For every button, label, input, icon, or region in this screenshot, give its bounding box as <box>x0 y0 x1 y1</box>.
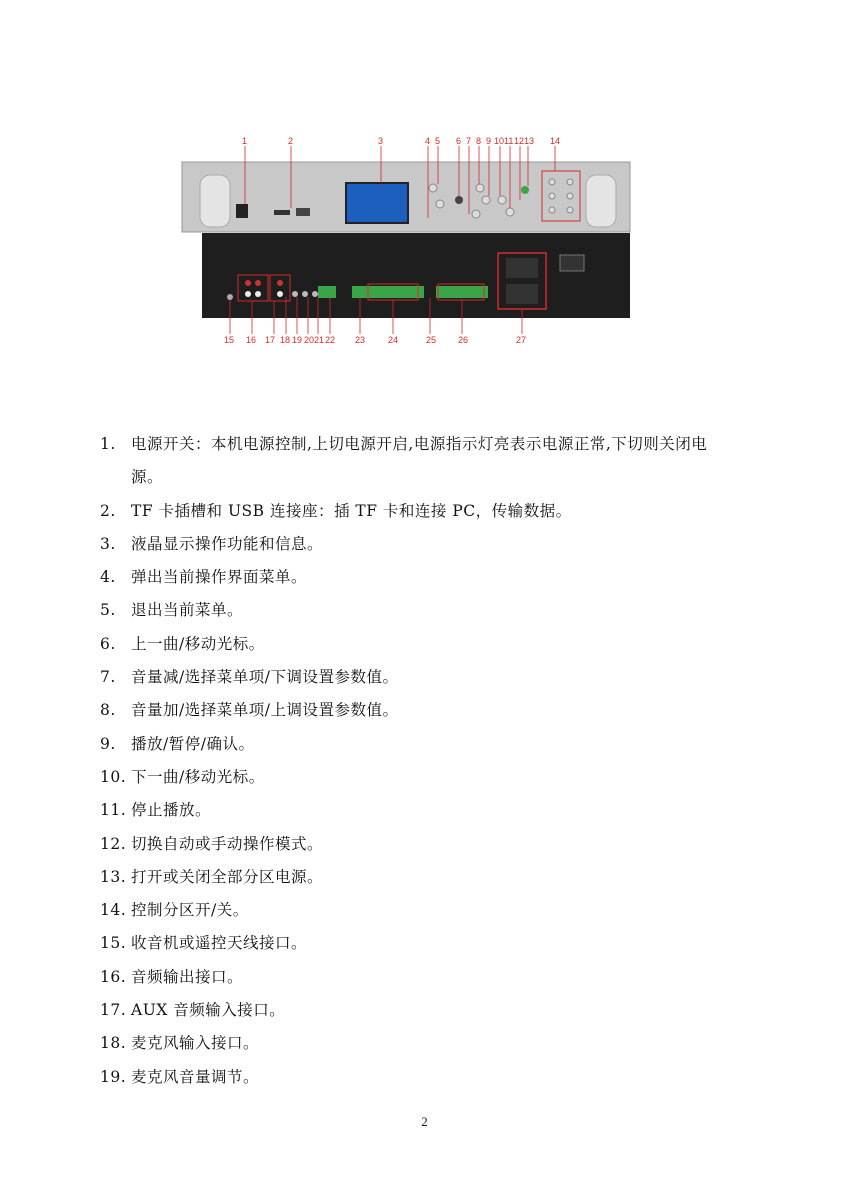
function-description-list <box>100 428 780 1094</box>
list-item <box>100 861 780 894</box>
callout-24: 24 <box>388 335 399 345</box>
lcd-screen <box>346 183 408 223</box>
list-item <box>100 428 780 461</box>
list-item-text: 弹出当前操作界面菜单。 <box>131 568 308 587</box>
callout-8: 8 <box>476 136 482 146</box>
callout-13: 13 <box>524 136 535 146</box>
callout-16: 16 <box>246 335 257 345</box>
list-item <box>100 461 780 494</box>
list-item-text: 上一曲/移动光标。 <box>131 634 265 653</box>
list-item-text: 下一曲/移动光标。 <box>131 767 265 786</box>
list-item-text: 收音机或遥控天线接口。 <box>131 934 308 953</box>
power-inlet <box>560 255 584 271</box>
list-item-number: 7. <box>100 668 116 687</box>
callout-18: 18 <box>280 335 291 345</box>
list-item-number: 10. <box>100 767 127 786</box>
list-item-text: 退出当前菜单。 <box>131 601 244 620</box>
list-item <box>100 761 780 794</box>
list-item <box>100 594 780 627</box>
list-item <box>100 561 780 594</box>
callout-23: 23 <box>355 335 366 345</box>
list-item-number: 11. <box>100 801 127 820</box>
button-4 <box>429 184 437 192</box>
callout-3: 3 <box>378 136 384 146</box>
callout-7: 7 <box>466 136 472 146</box>
callout-10: 10 <box>494 136 505 146</box>
list-item-number: 19. <box>100 1067 127 1086</box>
list-item-text: 音量减/选择菜单项/下调设置参数值。 <box>131 668 399 687</box>
callout-4: 4 <box>425 136 431 146</box>
list-item-number: 5. <box>100 601 116 620</box>
list-item-number: 14. <box>100 901 127 920</box>
callout-15: 15 <box>224 335 235 345</box>
list-item-text: 液晶显示操作功能和信息。 <box>131 534 324 553</box>
callout-17: 17 <box>265 335 276 345</box>
terminal-block-26 <box>436 286 488 298</box>
callout-26: 26 <box>458 335 469 345</box>
list-item <box>100 961 780 994</box>
list-item-number: 3. <box>100 534 116 553</box>
callout-25: 25 <box>426 335 437 345</box>
rack-handle-right <box>586 175 616 227</box>
button-13 <box>521 186 529 194</box>
callout-5: 5 <box>435 136 441 146</box>
list-item-number: 15. <box>100 934 127 953</box>
list-item-number: 4. <box>100 568 116 587</box>
list-item <box>100 927 780 960</box>
list-item-text: 音频输出接口。 <box>131 967 244 986</box>
callout-14: 14 <box>550 136 561 146</box>
callout-12: 12 <box>514 136 525 146</box>
list-item-text: 控制分区开/关。 <box>131 901 249 920</box>
callout-22: 22 <box>325 335 336 345</box>
list-item-text: TF 卡插槽和 USB 连接座：插 TF 卡和连接 PC，传输数据。 <box>131 501 572 520</box>
tf-slot <box>274 210 290 215</box>
list-item <box>100 994 780 1027</box>
list-item-number: 18. <box>100 1034 127 1053</box>
list-item-text: 麦克风音量调节。 <box>131 1067 260 1086</box>
list-item-number: 6. <box>100 634 116 653</box>
button-9 <box>482 196 490 204</box>
callout-19: 19 <box>292 335 303 345</box>
callout-2: 2 <box>288 136 294 146</box>
list-item-text: 播放/暂停/确认。 <box>131 734 255 753</box>
power-switch <box>236 204 248 218</box>
button-7 <box>472 210 480 218</box>
list-item-text: 麦克风输入接口。 <box>131 1034 260 1053</box>
button-11 <box>506 208 514 216</box>
callout-20: 20 <box>304 335 315 345</box>
list-item <box>100 528 780 561</box>
list-item-number: 1. <box>100 435 116 453</box>
list-item-number <box>100 461 131 494</box>
list-item-text: AUX 音频输入接口。 <box>131 1001 286 1020</box>
list-item <box>100 661 780 694</box>
list-item <box>100 694 780 727</box>
list-item <box>100 628 780 661</box>
button-10 <box>498 196 506 204</box>
list-item-number: 9. <box>100 734 116 753</box>
list-item-number: 2. <box>100 501 116 520</box>
list-item <box>100 794 780 827</box>
page-number: 2 <box>421 1114 428 1129</box>
list-item-number: 8. <box>100 701 116 720</box>
list-item-text: 切换自动或手动操作模式。 <box>131 834 324 853</box>
list-item-text: 停止播放。 <box>131 801 212 820</box>
callout-11: 11 <box>504 136 514 146</box>
terminal-block-small <box>318 286 336 298</box>
button-6 <box>455 196 463 204</box>
list-item-number: 12. <box>100 834 127 853</box>
callout-6: 6 <box>456 136 462 146</box>
list-item <box>100 1027 780 1060</box>
callout-21: 21 <box>314 335 325 345</box>
list-item-text: 打开或关闭全部分区电源。 <box>131 867 324 886</box>
list-item <box>100 728 780 761</box>
list-item-number: 16. <box>100 967 127 986</box>
list-item <box>100 1061 780 1094</box>
list-item-text: 源。 <box>131 468 164 487</box>
list-item-number: 17. <box>100 1001 127 1020</box>
device-panel-figure <box>150 130 700 350</box>
list-item-number: 13. <box>100 867 127 886</box>
terminal-block-23-24 <box>352 286 424 298</box>
list-item <box>100 495 780 528</box>
rack-handle-left <box>200 175 230 227</box>
list-item-text: 音量加/选择菜单项/上调设置参数值。 <box>131 701 399 720</box>
callout-9: 9 <box>486 136 492 146</box>
callout-27: 27 <box>516 335 527 345</box>
callout-1: 1 <box>242 136 248 146</box>
usb-port <box>296 208 310 216</box>
list-item <box>100 894 780 927</box>
button-8 <box>476 184 484 192</box>
list-item-text: 电源开关：本机电源控制,上切电源开启,电源指示灯亮表示电源正常,下切则关闭电 <box>131 435 708 453</box>
button-5 <box>436 200 444 208</box>
list-item <box>100 828 780 861</box>
